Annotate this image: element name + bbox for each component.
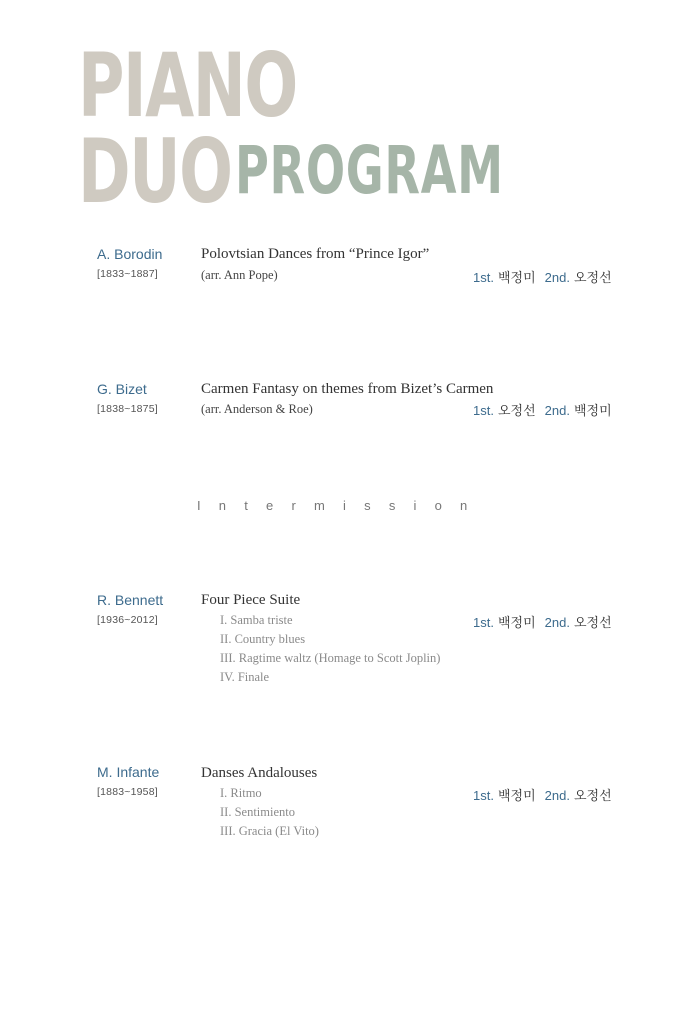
second-performer: 백정미 xyxy=(573,403,612,418)
first-performer: 백정미 xyxy=(497,788,536,803)
second-performer: 오정선 xyxy=(573,270,612,285)
years-bennett: [1936~2012] xyxy=(97,614,158,626)
first-label: 1st. xyxy=(473,615,494,630)
composer-bennett: R. Bennett xyxy=(97,592,164,608)
composer-infante: M. Infante xyxy=(97,764,160,780)
second-label: 2nd. xyxy=(544,788,570,803)
first-performer: 오정선 xyxy=(497,403,536,418)
years-infante: [1883~1958] xyxy=(97,786,158,798)
movement-item: II. Sentimiento xyxy=(220,805,295,819)
arrangement-bizet: (arr. Anderson & Roe) xyxy=(201,402,313,416)
composer-borodin: A. Borodin xyxy=(97,246,163,262)
composer-bizet: G. Bizet xyxy=(97,381,147,397)
second-performer: 오정선 xyxy=(573,788,612,803)
work-title-bizet: Carmen Fantasy on themes from Bizet’s Carmen xyxy=(201,381,494,397)
first-performer: 백정미 xyxy=(497,615,536,630)
second-label: 2nd. xyxy=(544,403,570,418)
title-piano: PIANO xyxy=(78,34,297,137)
years-borodin: [1833~1887] xyxy=(97,268,158,280)
second-performer: 오정선 xyxy=(573,615,612,630)
movement-item: II. Country blues xyxy=(220,632,306,646)
first-label: 1st. xyxy=(473,788,494,803)
first-performer: 백정미 xyxy=(497,270,536,285)
performers-infante xyxy=(473,785,612,804)
first-label: 1st. xyxy=(473,270,494,285)
title-program: PROGRAM xyxy=(235,132,504,209)
performers-borodin xyxy=(473,267,612,286)
second-label: 2nd. xyxy=(544,270,570,285)
performers-bennett xyxy=(473,612,612,631)
first-label: 1st. xyxy=(473,403,494,418)
performers-bizet xyxy=(473,400,612,419)
work-title-borodin: Polovtsian Dances from “Prince Igor” xyxy=(201,246,430,262)
movement-item: I. Ritmo xyxy=(220,786,262,800)
movement-item: III. Ragtime waltz (Homage to Scott Joplin) xyxy=(220,651,441,665)
title-duo: DUO xyxy=(78,120,232,223)
arrangement-borodin: (arr. Ann Pope) xyxy=(201,268,278,282)
intermission: Intermission xyxy=(197,498,486,513)
movement-item: III. Gracia (El Vito) xyxy=(220,824,319,838)
work-title-infante: Danses Andalouses xyxy=(201,765,318,781)
second-label: 2nd. xyxy=(544,615,570,630)
years-bizet: [1838~1875] xyxy=(97,403,158,415)
movement-item: IV. Finale xyxy=(220,670,270,684)
work-title-bennett: Four Piece Suite xyxy=(201,592,301,608)
movement-item: I. Samba triste xyxy=(220,613,293,627)
